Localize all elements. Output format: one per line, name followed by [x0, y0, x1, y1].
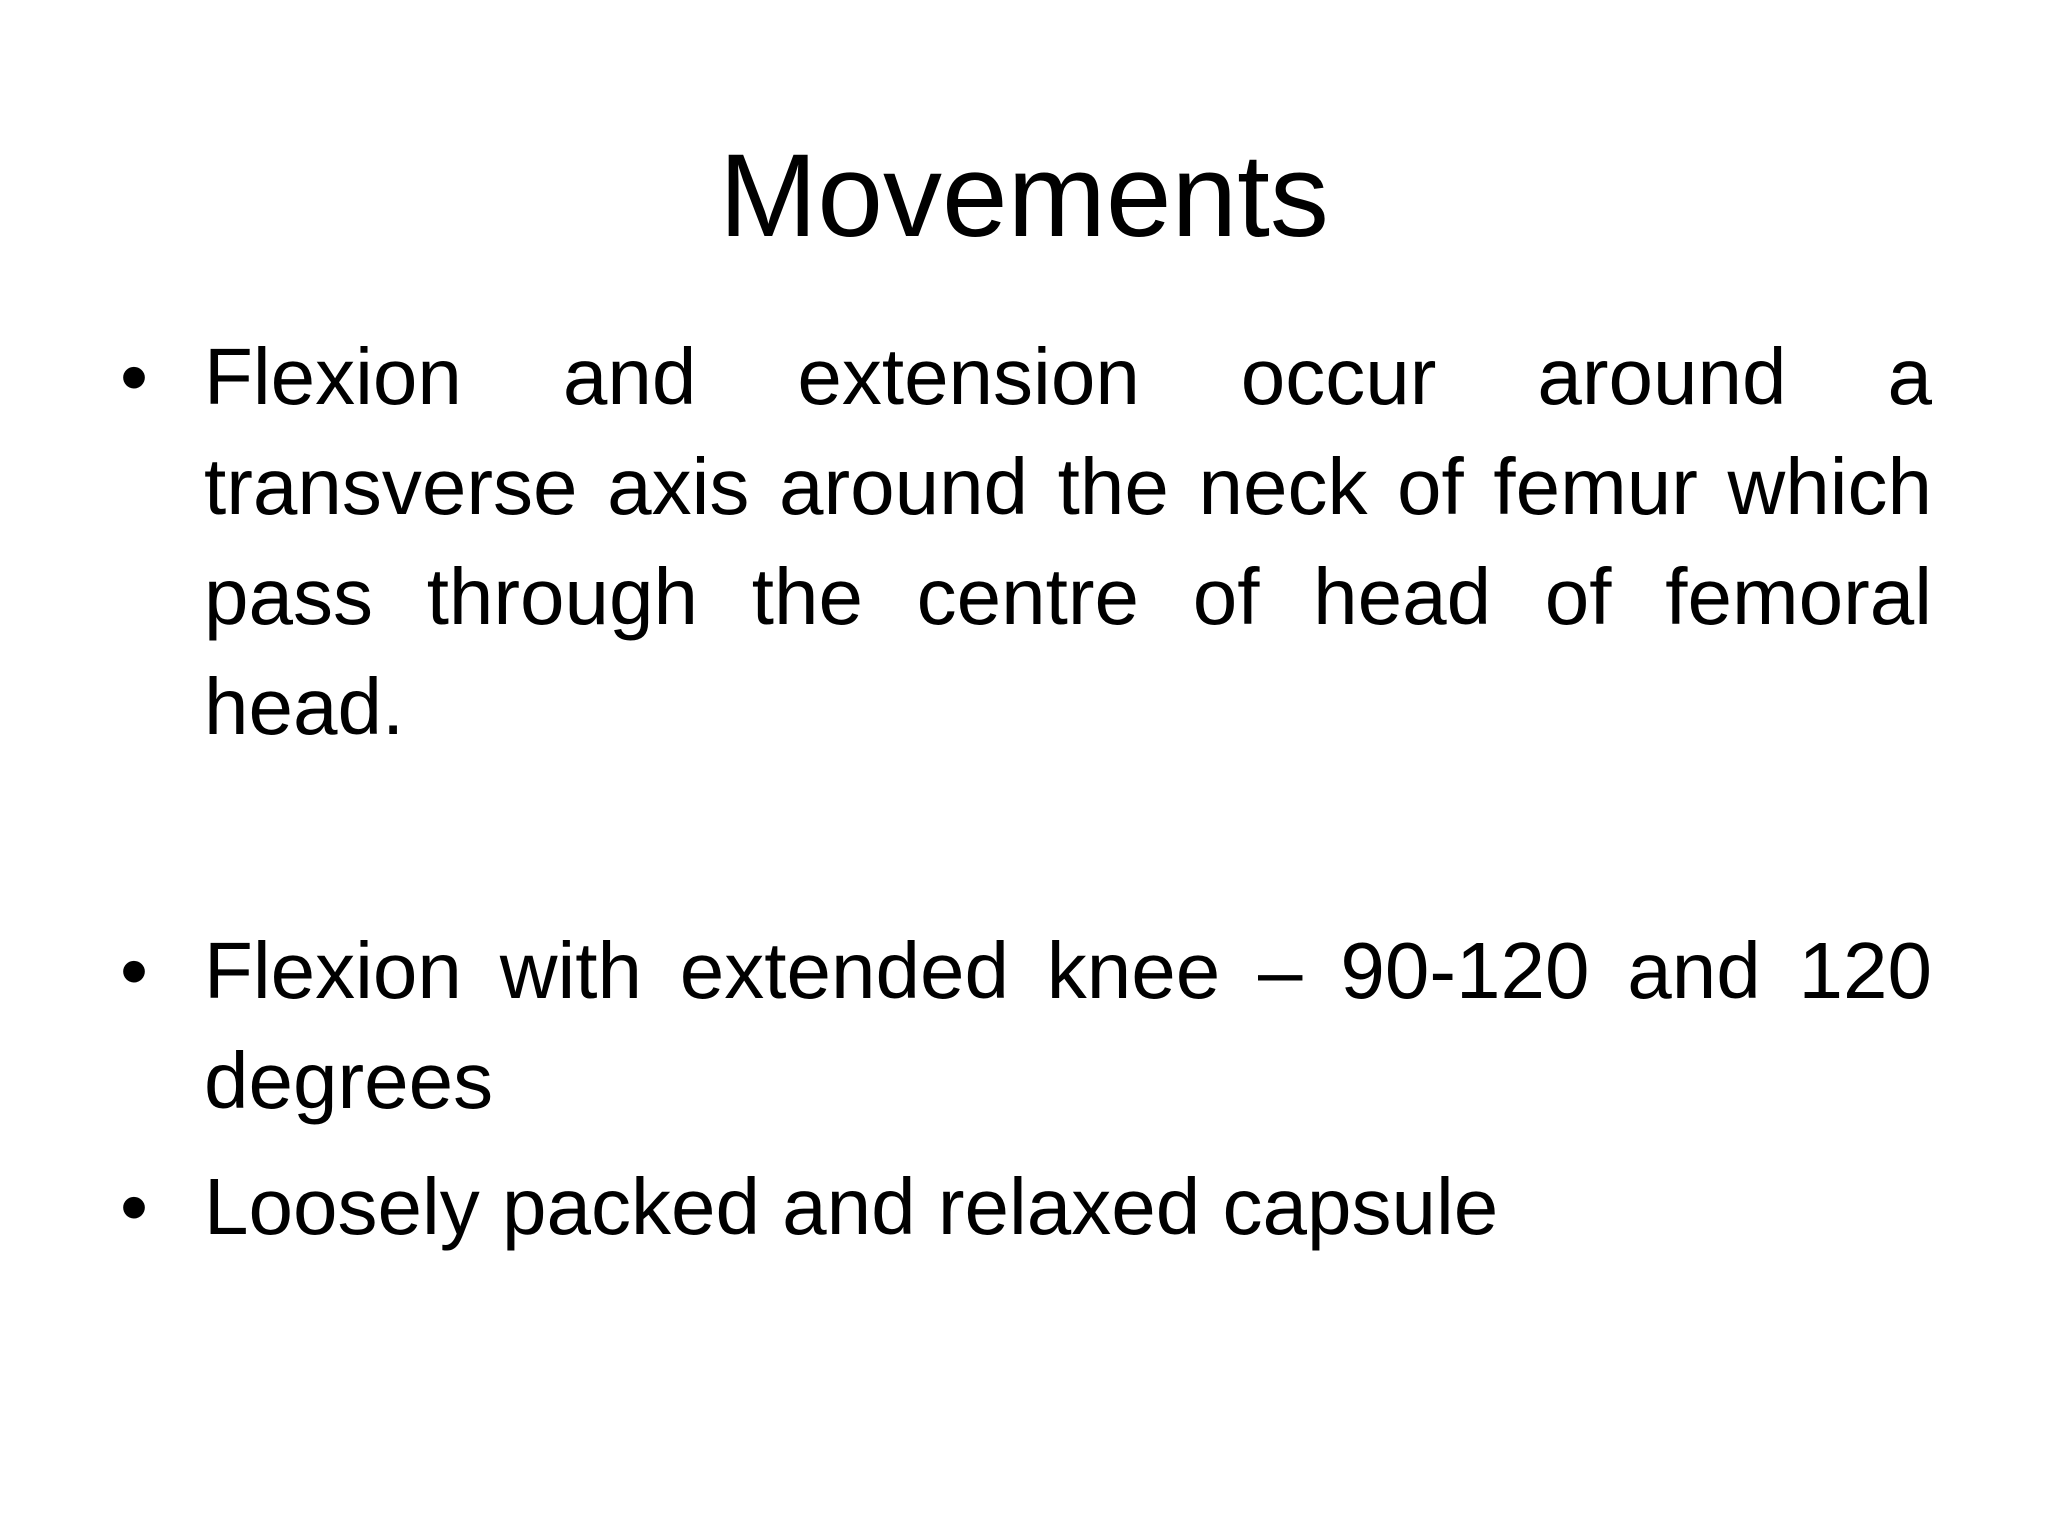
bullet-text: Loosely packed and relaxed capsule	[204, 1162, 1499, 1251]
bullet-marker: •	[120, 332, 149, 421]
slide-title: Movements	[719, 130, 1329, 262]
bullet-marker: •	[120, 1162, 149, 1251]
bullet-text: Flexion with extended knee – 90-120 and 120 degrees	[204, 926, 1932, 1125]
bullet-marker: •	[120, 926, 149, 1015]
bullet-text: Flexion and extension occur around a transverse axis around the neck of femur which pass through the centre of head of femoral head.	[204, 332, 1932, 751]
